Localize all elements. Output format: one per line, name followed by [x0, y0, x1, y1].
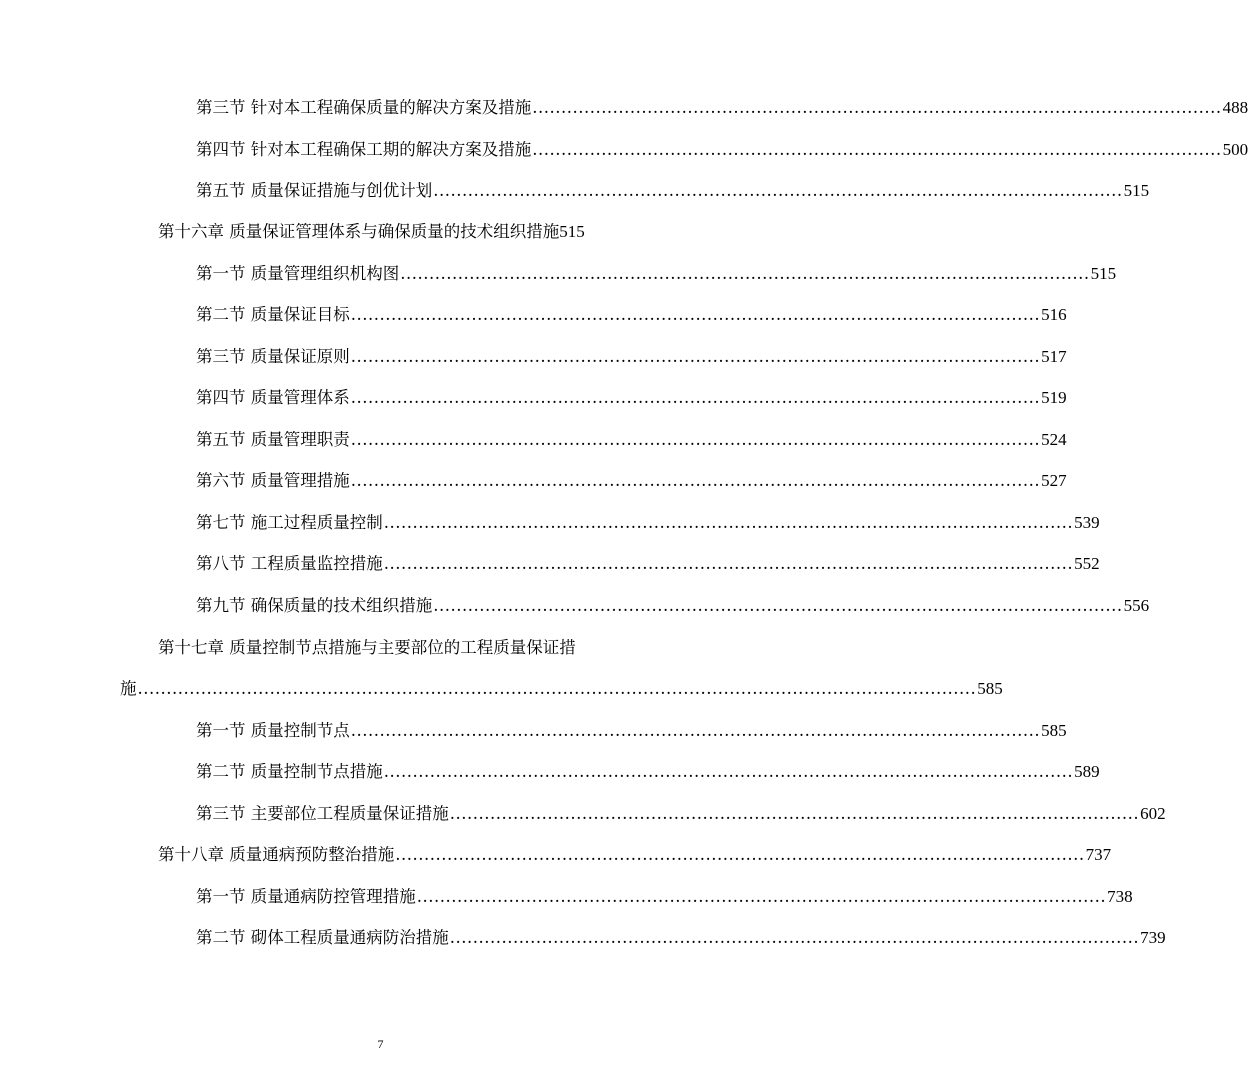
toc-entry-chapter[interactable]: [158, 843, 1112, 867]
toc-entry-section[interactable]: [196, 386, 1067, 410]
toc-entry-page: 589: [1074, 762, 1100, 781]
toc-entry-label: 第三节 质量保证原则: [196, 347, 350, 366]
toc-entry-section[interactable]: [196, 760, 1100, 784]
toc-leader-dots: ........................................................................................................................: [532, 140, 1222, 159]
toc-leader-dots: ........................................................................................................................: [350, 721, 1041, 740]
toc-leader-dots: ........................................................................................................................: [395, 845, 1085, 864]
toc-entry-section[interactable]: [196, 262, 1117, 286]
toc-entry-section[interactable]: [196, 926, 1166, 950]
toc-entry-label: 第二节 砌体工程质量通病防治措施: [196, 928, 449, 947]
toc-entry-label: 第三节 针对本工程确保质量的解决方案及措施: [196, 98, 532, 117]
toc-leader-dots: ........................................................................................................................: [400, 264, 1090, 283]
toc-entry-chapter-line2[interactable]: [120, 677, 1003, 701]
toc-entry-page: 737: [1085, 845, 1112, 864]
toc-leader-dots: ........................................................................................................................: [350, 388, 1041, 407]
toc-entry-label: 第三节 主要部位工程质量保证措施: [196, 804, 449, 823]
toc-entry-section[interactable]: [196, 96, 1248, 120]
toc-entry-section[interactable]: [196, 179, 1150, 203]
toc-entry-page: 524: [1041, 430, 1067, 449]
toc-entry-page: 516: [1041, 305, 1067, 324]
toc-entry-label: 第四节 针对本工程确保工期的解决方案及措施: [196, 140, 532, 159]
toc-leader-dots: ........................................................................................................................: [433, 181, 1123, 200]
toc-entry-page: 738: [1107, 887, 1133, 906]
toc-leader-dots: ........................................................................................................................: [433, 596, 1123, 615]
toc-entry-section[interactable]: [196, 511, 1100, 535]
toc-entry-page: 739: [1140, 928, 1166, 947]
page-number: 7: [377, 1037, 384, 1051]
toc-leader-dots: ........................................................................................................................: [350, 305, 1041, 324]
toc-entry-label: 第一节 质量管理组织机构图: [196, 264, 400, 283]
toc-entry-label: 第二节 质量控制节点措施: [196, 762, 383, 781]
toc-entry-section[interactable]: [196, 719, 1067, 743]
toc-entry-page: 488: [1222, 98, 1248, 117]
toc-entry-page: 515: [1090, 264, 1117, 283]
toc-leader-dots: ........................................................................................................................: [383, 513, 1074, 532]
toc-entry-label: 第六节 质量管理措施: [196, 471, 350, 490]
toc-leader-dots: ..................................................................................................................................................: [137, 679, 977, 698]
toc-entry-chapter-line1[interactable]: [158, 636, 576, 660]
toc-leader-dots: ........................................................................................................................: [383, 762, 1074, 781]
toc-entry-label: 第十七章 质量控制节点措施与主要部位的工程质量保证措: [158, 638, 576, 657]
toc-entry-label: 第十八章 质量通病预防整治措施: [158, 845, 395, 864]
toc-entry-label: 第二节 质量保证目标: [196, 305, 350, 324]
toc-entry-section[interactable]: [196, 303, 1067, 327]
toc-entry-page: 519: [1041, 388, 1067, 407]
toc-entry-page: 517: [1041, 347, 1067, 366]
toc-entry-label: 第八节 工程质量监控措施: [196, 554, 383, 573]
toc-entry-section[interactable]: [196, 885, 1133, 909]
toc-entry-page: 500: [1222, 140, 1248, 159]
toc-entry-label: 第十六章 质量保证管理体系与确保质量的技术组织措施: [158, 222, 560, 241]
toc-leader-dots: ........................................................................................................................: [350, 471, 1041, 490]
toc-entry-page: 602: [1140, 804, 1166, 823]
toc-entry-label: 第七节 施工过程质量控制: [196, 513, 383, 532]
toc-entry-label: 第五节 质量管理职责: [196, 430, 350, 449]
toc-entry-page: 515: [1123, 181, 1150, 200]
toc-leader-dots: ........................................................................................................................: [416, 887, 1107, 906]
toc-entry-page: 585: [977, 679, 1003, 698]
toc-entry-page: 515: [559, 222, 585, 241]
toc-leader-dots: ........................................................................................................................: [449, 804, 1140, 823]
toc-entry-section[interactable]: [196, 552, 1100, 576]
toc-entry-section[interactable]: [196, 138, 1248, 162]
toc-entry-page: 585: [1041, 721, 1067, 740]
toc-entry-page: 552: [1074, 554, 1100, 573]
toc-entry-section[interactable]: [196, 802, 1166, 826]
toc-entry-section[interactable]: [196, 594, 1150, 618]
toc-entry-section[interactable]: [196, 428, 1067, 452]
toc-entry-label: 第九节 确保质量的技术组织措施: [196, 596, 433, 615]
toc-leader-dots: ........................................................................................................................: [449, 928, 1140, 947]
toc-leader-dots: ........................................................................................................................: [350, 430, 1041, 449]
toc-leader-dots: ........................................................................................................................: [383, 554, 1074, 573]
toc-entry-page: 539: [1074, 513, 1100, 532]
toc-entry-page: 556: [1123, 596, 1150, 615]
toc-entry-page: 527: [1041, 471, 1067, 490]
toc-entry-label: 施: [120, 679, 137, 698]
toc-leader-dots: ........................................................................................................................: [350, 347, 1041, 366]
toc-entry-chapter[interactable]: [158, 220, 640, 244]
toc-entry-label: 第五节 质量保证措施与创优计划: [196, 181, 433, 200]
toc-entry-section[interactable]: [196, 345, 1067, 369]
toc-leader-dots: ........................................................................................................................: [532, 98, 1222, 117]
toc-entry-label: 第一节 质量通病防控管理措施: [196, 887, 416, 906]
toc-entry-label: 第四节 质量管理体系: [196, 388, 350, 407]
toc-entry-section[interactable]: [196, 469, 1067, 493]
toc-entry-label: 第一节 质量控制节点: [196, 721, 350, 740]
